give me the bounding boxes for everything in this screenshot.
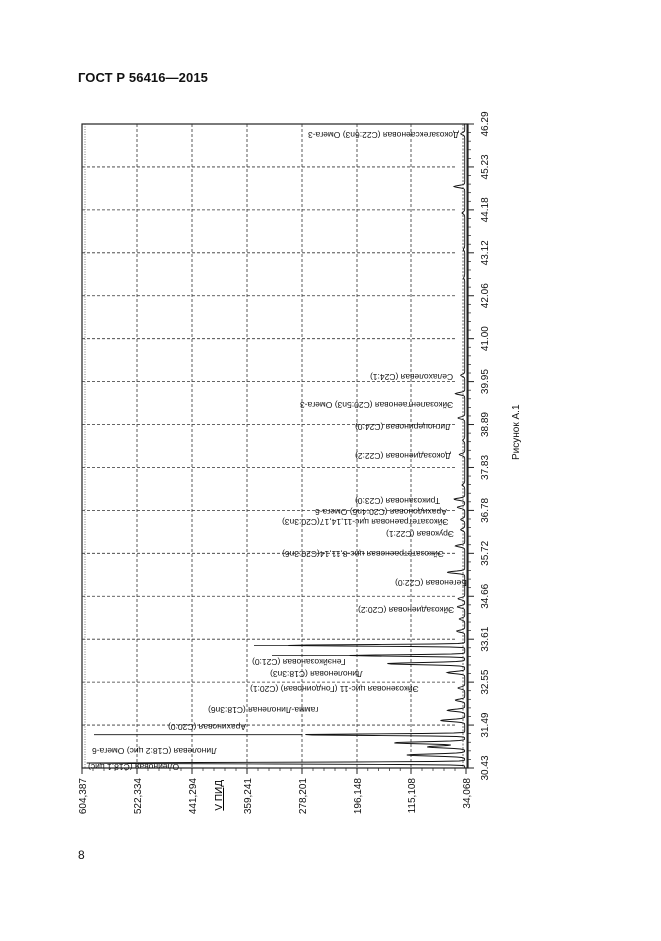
- intensity-tick-label: 196,148: [353, 778, 364, 815]
- time-tick-label: 36.78: [480, 497, 491, 523]
- document-header: ГОСТ Р 56416—2015: [78, 70, 208, 85]
- intensity-tick-label: 441,294: [188, 778, 199, 815]
- intensity-tick-label: 359,241: [243, 778, 254, 815]
- time-tick-label: 41.00: [480, 326, 491, 352]
- peak-label: Эйкозатетраеновая цис-8,11,14(C20:3n6): [282, 549, 444, 559]
- time-tick-label: 39.95: [480, 369, 491, 395]
- peak-label: Докозагексаеновая (C22:6n3) Омега-3: [308, 130, 459, 140]
- peak-label: Трикозановая (C23:0): [355, 496, 441, 506]
- figure-caption: Рисунок А.1: [511, 404, 522, 460]
- intensity-tick-label: 604,387: [78, 778, 89, 815]
- time-tick-label: 32.55: [480, 669, 491, 695]
- peak-label: Арахидоновая (C20:4n6) Омега-6: [315, 507, 447, 517]
- time-tick-label: 30.43: [480, 755, 491, 781]
- intensity-axis-labels: [78, 778, 473, 815]
- y-axis-label: V ПИД: [214, 780, 225, 811]
- peak-label: Эруковая (C22:1): [386, 529, 454, 539]
- peak-labels: [88, 130, 467, 772]
- peak-label: Эйкозеновая цис-11 (Гондоиновая) (C20:1): [250, 684, 419, 694]
- intensity-tick-label: 115,108: [407, 778, 418, 814]
- time-tick-label: 43.12: [480, 240, 491, 266]
- page-number: 8: [78, 848, 85, 862]
- time-tick-label: 42.06: [480, 283, 491, 309]
- peak-label: Эйкозадиеновая (C20:2): [358, 605, 455, 615]
- grid-lines: [82, 124, 456, 768]
- time-tick-label: 31.49: [480, 712, 491, 738]
- peak-label: Линоленовая (C18:3n3): [270, 669, 363, 679]
- peak-label: Линолевая (C18:2 цис) Омега-6: [92, 746, 217, 756]
- time-tick-label: 33.61: [480, 626, 491, 652]
- peak-label: Олеиновая (C18:1 цис): [88, 762, 180, 772]
- time-tick-label: 35.72: [480, 540, 491, 566]
- peak-label: Докозадиеновая (C22:2): [355, 451, 451, 461]
- time-tick-label: 45.23: [480, 154, 491, 180]
- intensity-tick-label: 278,201: [298, 778, 309, 815]
- peak-label: Бегеновая (C22:0): [395, 578, 467, 588]
- time-tick-label: 37.83: [480, 454, 491, 480]
- time-tick-label: 44.18: [480, 197, 491, 223]
- peak-label: Эйкозатетраеновая цис-11,14,17(C20:3n3): [282, 517, 449, 527]
- peak-label: Селахолевая (C24:1): [370, 372, 454, 382]
- peak-label: Генэйкозановая (C21:0): [252, 657, 346, 667]
- time-tick-label: 46.29: [480, 111, 491, 137]
- intensity-tick-label: 34,068: [462, 778, 473, 809]
- intensity-tick-label: 522,334: [133, 778, 144, 815]
- time-tick-label: 38.89: [480, 412, 491, 438]
- time-tick-label: 34.66: [480, 583, 491, 609]
- time-axis-labels: [480, 111, 491, 780]
- peak-label: Лигноцериновая (C24:0): [355, 422, 451, 432]
- peak-label: гамма-Линоленая (C18:3n6): [208, 705, 319, 715]
- peak-label: Арахиновая (C20:0): [168, 722, 246, 732]
- peak-label: Эйкозапентаеновая (C20:5n3) Омега-3: [300, 400, 454, 410]
